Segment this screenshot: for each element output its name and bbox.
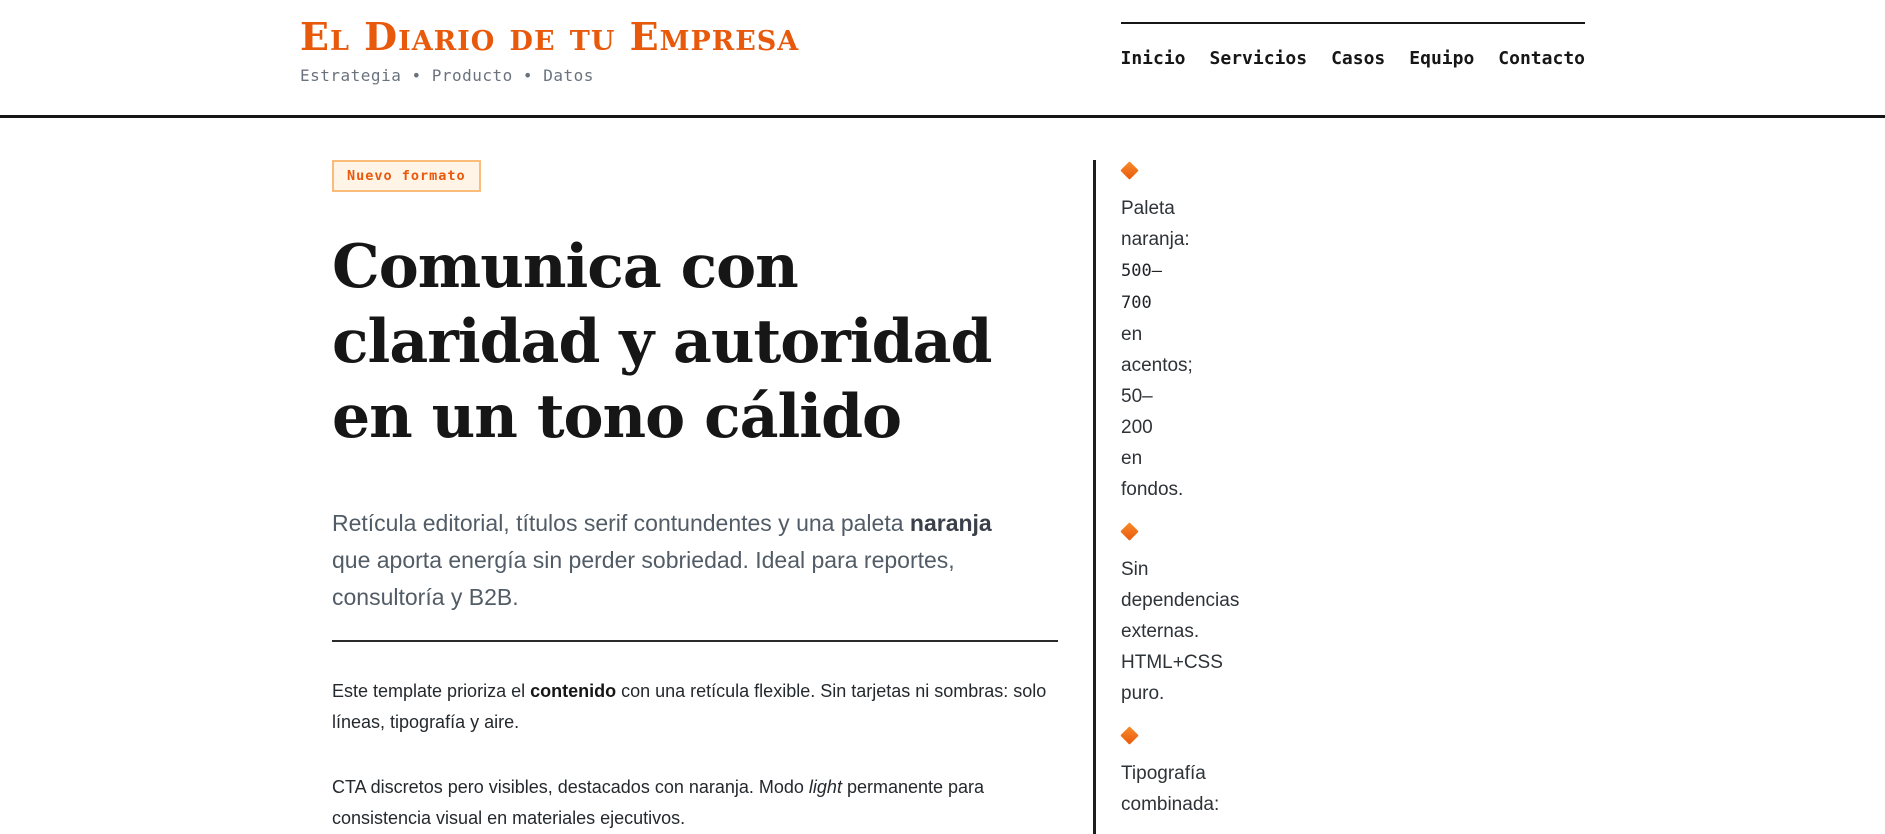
article-column	[332, 160, 1058, 834]
sidebar	[1093, 160, 1240, 834]
p1-text-post: con una retícula flexible. Sin tarjetas ni sombras: solo líneas, tipografía y aire.	[332, 681, 1047, 732]
header-container	[300, 0, 1585, 115]
sidebar-list	[1121, 164, 1240, 820]
nav-link-contacto[interactable]: Contacto	[1498, 48, 1585, 69]
p2-text-pre: CTA discretos pero visibles, destacados con naranja. Modo	[332, 777, 809, 797]
sidebar-item-palette	[1121, 164, 1193, 505]
diamond-bullet-icon	[1120, 161, 1138, 179]
main-container	[300, 118, 1585, 834]
main-content	[0, 118, 1885, 834]
site-logo[interactable]: El Diario de tu Empresa	[300, 14, 800, 59]
sidebar-item-text: Sin dependencias externas. HTML+CSS puro.	[1121, 559, 1240, 704]
p1-text-pre: Este template prioriza el	[332, 681, 531, 701]
brand-block	[300, 0, 799, 85]
palette-text-post: en acentos; 50–200 en fondos.	[1121, 324, 1193, 500]
diamond-bullet-icon	[1120, 522, 1138, 540]
sidebar-item-typography	[1121, 729, 1220, 820]
nav-link-inicio[interactable]: Inicio	[1120, 48, 1186, 69]
new-format-badge: Nuevo formato	[332, 160, 481, 192]
title-line-2: claridad y autoridad	[332, 307, 992, 377]
p2-text-italic: light	[808, 777, 842, 797]
palette-code-span: 500–700	[1121, 261, 1162, 313]
sidebar-item-text: Tipografía combinada:	[1121, 763, 1220, 815]
site-header	[0, 0, 1885, 118]
p2-text-post: permanente para consistencia visual en materiales ejecutivos.	[332, 777, 985, 828]
title-line-3: en un tono cálido	[332, 382, 902, 452]
lead-text-pre: Retícula editorial, títulos serif contundentes y una paleta	[332, 510, 910, 536]
lead-text-post: que aporta energía sin perder sobriedad. Ideal para reportes, consultoría y B2B.	[332, 547, 955, 610]
main-nav	[1121, 22, 1586, 69]
sidebar-item-text	[1121, 198, 1193, 500]
palette-text-pre: Paleta naranja:	[1121, 198, 1190, 250]
page-title	[332, 230, 1058, 455]
nav-link-servicios[interactable]: Servicios	[1209, 48, 1308, 69]
nav-link-equipo[interactable]: Equipo	[1409, 48, 1475, 69]
body-paragraph-1	[332, 676, 1058, 738]
lead-text-bold: naranja	[909, 510, 992, 536]
body-paragraph-2	[332, 772, 1058, 834]
nav-link-casos[interactable]: Casos	[1331, 48, 1386, 69]
sidebar-item-dependencies	[1121, 525, 1240, 709]
lead-paragraph	[332, 505, 1032, 616]
site-tagline: Estrategia • Producto • Datos	[300, 65, 594, 85]
title-line-1: Comunica con	[332, 232, 798, 302]
diamond-bullet-icon	[1120, 726, 1138, 744]
p1-text-bold: contenido	[530, 681, 617, 701]
content-divider	[332, 640, 1058, 642]
